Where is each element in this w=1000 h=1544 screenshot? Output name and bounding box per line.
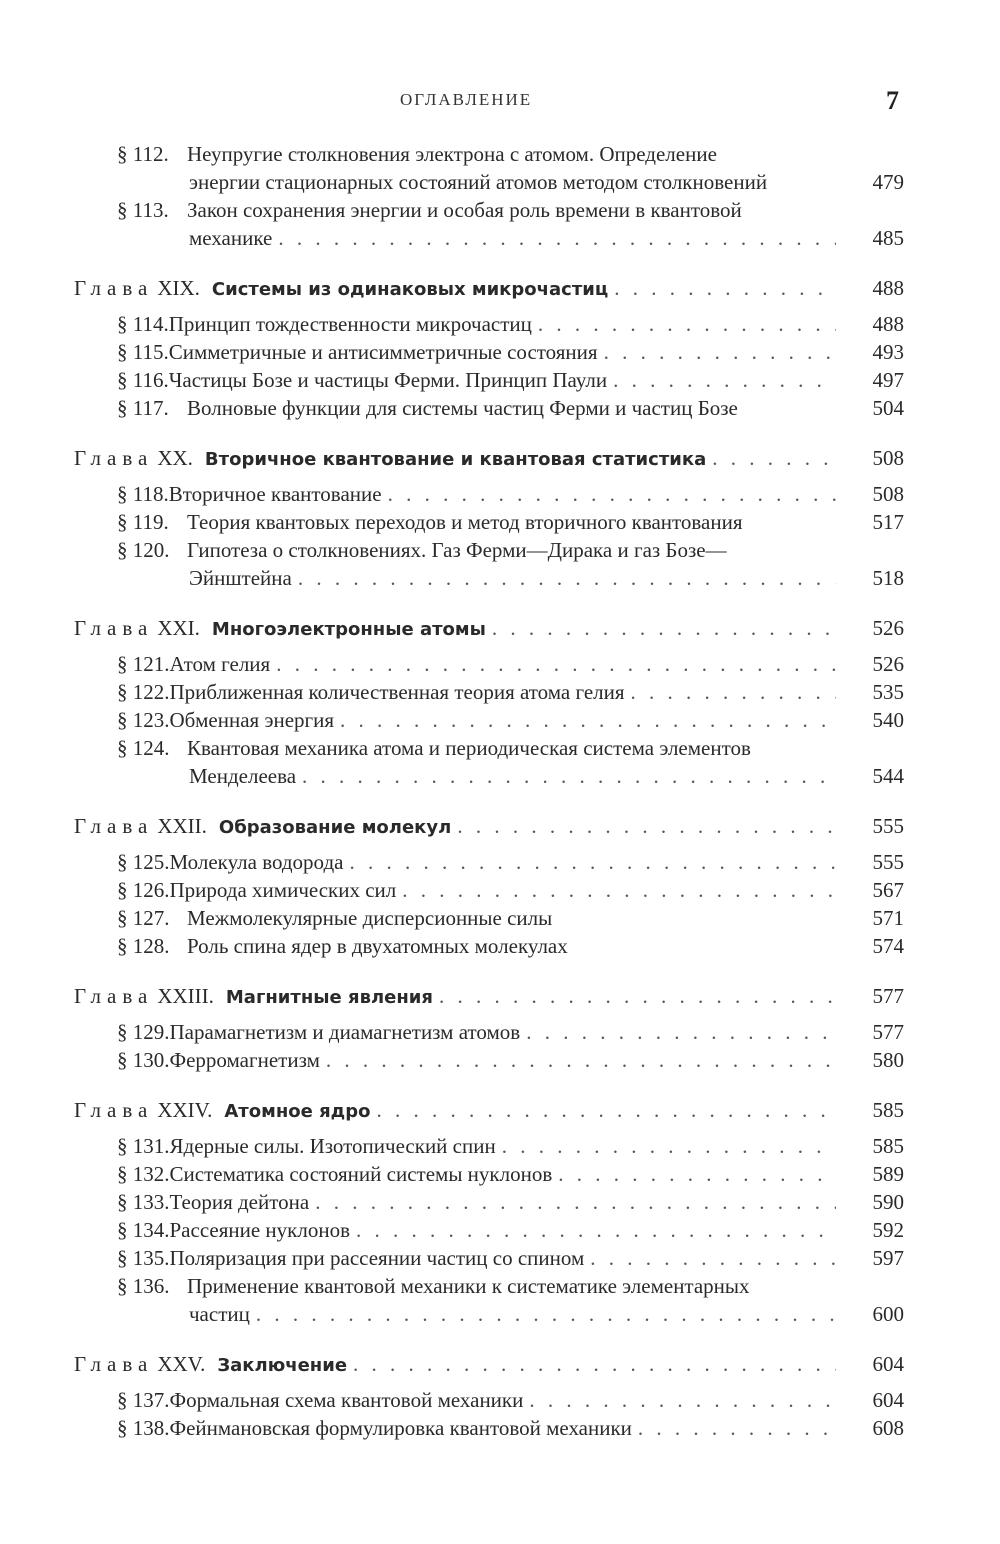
toc-section (0, 536, 1000, 592)
chapter-title: Атомное ядро (224, 1101, 371, 1122)
toc-section-row (0, 338, 1000, 366)
section-number: § 130. (117, 1048, 170, 1072)
chapter-number: XXI. (157, 616, 200, 640)
toc-section-row (0, 1300, 1000, 1328)
toc-section-row (0, 480, 1000, 508)
toc-section-row (0, 564, 1000, 592)
chapter-label: Глава (74, 1098, 154, 1122)
toc-section (0, 1132, 1000, 1160)
toc-section-row (0, 1244, 1000, 1272)
section-title: Парамагнетизм и диамагнетизм атомов (169, 1020, 521, 1044)
dot-leader (353, 1350, 836, 1378)
toc-section (0, 1414, 1000, 1442)
section-title: механике (189, 226, 273, 250)
chapter-number: XXIII. (157, 984, 214, 1008)
page-ref: 540 (872, 708, 904, 732)
toc-section-row (0, 224, 1000, 252)
section-number: § 126. (117, 878, 170, 902)
section-title: Роль спина ядер в двухатомных молекулах (187, 934, 568, 958)
page-ref: 577 (872, 984, 904, 1008)
page-ref: 590 (872, 1190, 904, 1214)
section-title: Применение квантовой механики к систематике элементарных (187, 1274, 750, 1298)
page-ref: 585 (872, 1098, 904, 1122)
toc-chapter (0, 1096, 1000, 1126)
dot-leader (326, 1046, 836, 1074)
page-ref: 567 (872, 878, 904, 902)
toc-chapter (0, 1350, 1000, 1380)
dot-leader (276, 650, 836, 678)
section-title: Волновые функции для системы частиц Ферми и частиц Бозе (187, 396, 738, 420)
page-ref: 592 (872, 1218, 904, 1242)
section-title: Ферромагнетизм (169, 1048, 320, 1072)
toc-section (0, 1244, 1000, 1272)
section-title: Менделеева (189, 764, 297, 788)
section-title: Квантовая механика атома и периодическая система элементов (187, 736, 751, 760)
page-ref: 555 (872, 814, 904, 838)
section-number: § 138. (117, 1416, 170, 1440)
dot-leader (526, 1018, 836, 1046)
toc-section (0, 848, 1000, 876)
running-title: ОГЛАВЛЕНИЕ (400, 90, 533, 109)
toc-section (0, 1046, 1000, 1074)
toc-section (0, 876, 1000, 904)
page-ref: 488 (872, 312, 904, 336)
section-title: Обменная энергия (169, 708, 335, 732)
toc-section-row (0, 1272, 1000, 1300)
toc-chapter-row (0, 982, 1000, 1012)
section-title: Систематика состояний системы нуклонов (169, 1162, 553, 1186)
toc-section-row (0, 508, 1000, 536)
chapter-label: Глава (74, 1352, 154, 1376)
chapter-title: Магнитные явления (225, 987, 433, 1008)
dot-leader (315, 1188, 836, 1216)
page-number: 7 (886, 86, 899, 115)
section-number: § 119. (117, 510, 169, 534)
section-title: энергии стационарных состояний атомов методом столкновений (189, 170, 768, 194)
toc-section (0, 1018, 1000, 1046)
page-ref: 517 (872, 510, 904, 534)
toc-section (0, 140, 1000, 196)
toc-section (0, 196, 1000, 252)
toc-section-row (0, 366, 1000, 394)
chapter-label: Глава (74, 276, 154, 300)
dot-leader (492, 614, 836, 642)
toc-section (0, 338, 1000, 366)
toc-section-row (0, 678, 1000, 706)
section-number: § 121. (117, 652, 170, 676)
toc-section-row (0, 734, 1000, 762)
toc-chapter (0, 614, 1000, 644)
dot-leader (457, 812, 836, 840)
toc-chapter (0, 982, 1000, 1012)
toc-section (0, 1160, 1000, 1188)
toc-chapter (0, 274, 1000, 304)
dot-leader (298, 564, 836, 592)
dot-leader (278, 224, 836, 252)
section-number: § 131. (117, 1134, 170, 1158)
toc-section-row (0, 196, 1000, 224)
toc-section-row (0, 876, 1000, 904)
toc-section-row (0, 762, 1000, 790)
page-ref: 577 (872, 1020, 904, 1044)
toc-section-row (0, 706, 1000, 734)
dot-leader (638, 1414, 836, 1442)
section-number: § 133. (117, 1190, 170, 1214)
toc-section-row (0, 1160, 1000, 1188)
toc-section-row (0, 168, 1000, 196)
section-number: § 135. (117, 1246, 170, 1270)
section-title: Теория квантовых переходов и метод вторичного квантования (187, 510, 743, 534)
section-title: Приближенная количественная теория атома гелия (169, 680, 625, 704)
section-title: Ядерные силы. Изотопический спин (169, 1134, 496, 1158)
chapter-title: Вторичное квантование и квантовая статистика (204, 449, 707, 470)
page-ref: 488 (872, 276, 904, 300)
section-title: Молекула водорода (169, 850, 344, 874)
section-number: § 132. (117, 1162, 170, 1186)
page-ref: 526 (872, 652, 904, 676)
section-number: § 114. (117, 312, 169, 336)
toc-section-row (0, 1216, 1000, 1244)
toc-section (0, 650, 1000, 678)
toc-section (0, 366, 1000, 394)
page-ref: 504 (872, 396, 904, 420)
section-number: § 123. (117, 708, 170, 732)
dot-leader (590, 1244, 836, 1272)
chapter-number: XX. (157, 446, 193, 470)
dot-leader (538, 310, 836, 338)
toc-section (0, 1386, 1000, 1414)
toc-section-row (0, 1018, 1000, 1046)
toc-section (0, 678, 1000, 706)
section-number: § 116. (117, 368, 169, 392)
dot-leader (388, 480, 836, 508)
section-number: § 120. (117, 538, 170, 562)
page-ref: 518 (872, 566, 904, 590)
chapter-number: XXV. (157, 1352, 206, 1376)
section-number: § 117. (117, 396, 169, 420)
dot-leader (558, 1160, 836, 1188)
dot-leader (402, 876, 836, 904)
page-ref: 574 (872, 934, 904, 958)
page-ref: 508 (872, 446, 904, 470)
section-title: Формальная схема квантовой механики (169, 1388, 524, 1412)
toc-section (0, 706, 1000, 734)
page-ref: 580 (872, 1048, 904, 1072)
toc-section-row (0, 650, 1000, 678)
page-ref: 526 (872, 616, 904, 640)
toc-section (0, 310, 1000, 338)
page-ref: 604 (872, 1388, 904, 1412)
page-header (0, 86, 1000, 116)
page-ref: 604 (872, 1352, 904, 1376)
chapter-label: Глава (74, 446, 154, 470)
section-number: § 134. (117, 1218, 170, 1242)
toc-section (0, 480, 1000, 508)
toc-chapter-row (0, 812, 1000, 842)
chapter-title: Образование молекул (218, 817, 452, 838)
chapter-title: Системы из одинаковых микрочастиц (211, 279, 609, 300)
dot-leader (613, 366, 836, 394)
toc-section-row (0, 848, 1000, 876)
dot-leader (302, 762, 836, 790)
chapter-label: Глава (74, 984, 154, 1008)
section-number: § 113. (117, 198, 169, 222)
dot-leader (256, 1300, 836, 1328)
chapter-label: Глава (74, 616, 154, 640)
toc-section-row (0, 1414, 1000, 1442)
section-title: Симметричные и антисимметричные состояния (168, 340, 598, 364)
section-title: Теория дейтона (169, 1190, 310, 1214)
dot-leader (604, 338, 836, 366)
toc-section (0, 508, 1000, 536)
section-title: Природа химических сил (169, 878, 397, 902)
dot-leader (712, 444, 836, 472)
section-number: § 122. (117, 680, 170, 704)
toc-chapter-row (0, 1350, 1000, 1380)
toc-chapter-row (0, 274, 1000, 304)
section-title: Вторичное квантование (168, 482, 382, 506)
page-ref: 589 (872, 1162, 904, 1186)
dot-leader (349, 848, 836, 876)
section-number: § 129. (117, 1020, 170, 1044)
toc-section (0, 1188, 1000, 1216)
dot-leader (529, 1386, 836, 1414)
chapter-number: XIX. (157, 276, 200, 300)
chapter-number: XXIV. (157, 1098, 213, 1122)
toc-section-row (0, 1386, 1000, 1414)
page-ref: 497 (872, 368, 904, 392)
section-number: § 124. (117, 736, 170, 760)
toc-section (0, 1216, 1000, 1244)
section-title: Атом гелия (169, 652, 271, 676)
section-number: § 118. (117, 482, 169, 506)
page-ref: 493 (872, 340, 904, 364)
dot-leader (631, 678, 836, 706)
toc-section-row (0, 310, 1000, 338)
section-title: Поляризация при рассеянии частиц со спином (169, 1246, 585, 1270)
page-ref: 600 (872, 1302, 904, 1326)
toc-section-row (0, 1132, 1000, 1160)
section-title: Рассеяние нуклонов (169, 1218, 350, 1242)
section-number: § 115. (117, 340, 169, 364)
section-title: частиц (189, 1302, 250, 1326)
dot-leader (340, 706, 836, 734)
toc-chapter-row (0, 614, 1000, 644)
toc-section (0, 932, 1000, 960)
section-number: § 127. (117, 906, 170, 930)
toc-chapter-row (0, 1096, 1000, 1126)
page-ref: 535 (872, 680, 904, 704)
page-ref: 597 (872, 1246, 904, 1270)
toc-section-row (0, 932, 1000, 960)
section-title: Принцип тождественности микрочастиц (168, 312, 532, 336)
toc-section-row (0, 1188, 1000, 1216)
section-title: Фейнмановская формулировка квантовой механики (169, 1416, 632, 1440)
page-ref: 608 (872, 1416, 904, 1440)
section-title: Неупругие столкновения электрона с атомом. Определение (187, 142, 717, 166)
toc-section-row (0, 140, 1000, 168)
chapter-number: XXII. (157, 814, 207, 838)
page-ref: 571 (872, 906, 904, 930)
page-ref: 508 (872, 482, 904, 506)
section-title: Частицы Бозе и частицы Ферми. Принцип Паули (168, 368, 608, 392)
section-title: Закон сохранения энергии и особая роль времени в квантовой (187, 198, 742, 222)
section-number: § 112. (117, 142, 169, 166)
section-title: Гипотеза о столкновениях. Газ Ферми—Дирака и газ Бозе— (187, 538, 727, 562)
page-ref: 585 (872, 1134, 904, 1158)
page-ref: 544 (872, 764, 904, 788)
section-title: Межмолекулярные дисперсионные силы (187, 906, 553, 930)
toc-section-row (0, 904, 1000, 932)
section-title: Эйнштейна (189, 566, 292, 590)
page-ref: 479 (872, 170, 904, 194)
toc-chapter (0, 444, 1000, 474)
dot-leader (502, 1132, 836, 1160)
toc-section-row (0, 536, 1000, 564)
toc-chapter-row (0, 444, 1000, 474)
dot-leader (614, 274, 836, 302)
toc-section (0, 734, 1000, 790)
section-number: § 128. (117, 934, 170, 958)
toc-section (0, 904, 1000, 932)
chapter-title: Многоэлектронные атомы (211, 619, 486, 640)
section-number: § 136. (117, 1274, 170, 1298)
table-of-contents (0, 140, 1000, 1442)
dot-leader (439, 982, 836, 1010)
chapter-label: Глава (74, 814, 154, 838)
toc-section-row (0, 1046, 1000, 1074)
dot-leader (376, 1096, 836, 1124)
section-number: § 125. (117, 850, 170, 874)
toc-section (0, 1272, 1000, 1328)
toc-chapter (0, 812, 1000, 842)
dot-leader (356, 1216, 836, 1244)
page-ref: 555 (872, 850, 904, 874)
toc-section (0, 394, 1000, 422)
toc-section-row (0, 394, 1000, 422)
chapter-title: Заключение (217, 1355, 348, 1376)
page-ref: 485 (872, 226, 904, 250)
section-number: § 137. (117, 1388, 170, 1412)
